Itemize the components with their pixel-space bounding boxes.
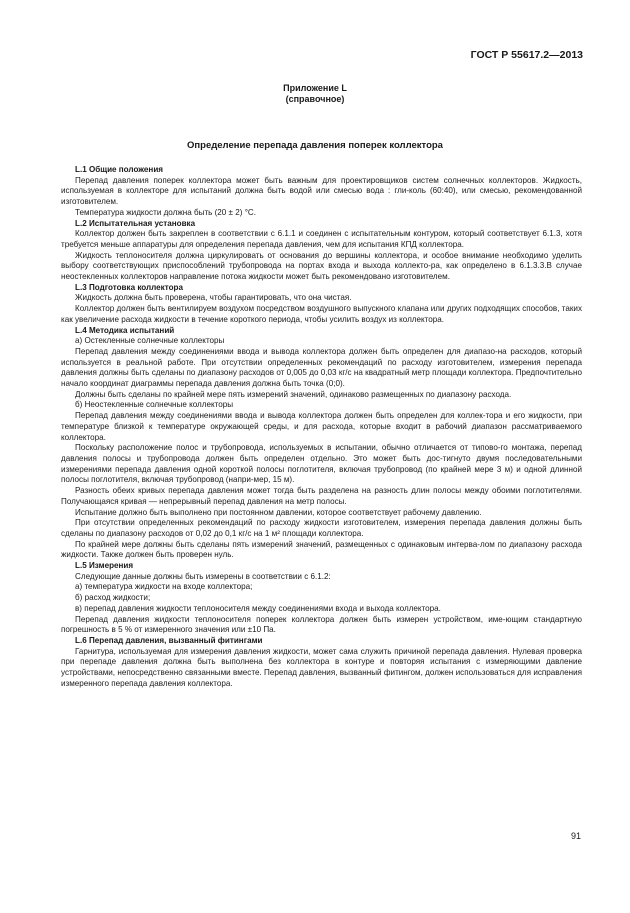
annex-heading — [0, 83, 630, 105]
list-item: б) расход жидкости; — [75, 593, 151, 603]
paragraph: Коллектор должен быть вентилируем воздухом посредством воздушного выпускного клапана или других подходящих способов, таких как увеличение расхода жидкости в течение короткого периода, чтобы усилить воздух из коллектора. — [61, 304, 582, 324]
paragraph: По крайней мере должны быть сделаны пять измерений значений, размещенных с одинаковым интерва-лом по диапазону расхода жидкости. Также должен быть проверен нуль. — [61, 539, 582, 560]
paragraph: Гарнитура, используемая для измерения давления жидкости, может сама служить причиной перепада давления. Нулевая проверка при перепаде давления должна быть выполнена без коллектора в контуре и повторяя испытания с измеряющими давление устройствами, непосредственно связанными вместе. Перепад давления, вызванный фитингом, должен использоваться для исправления измеренного перепада давления коллектора. — [61, 646, 582, 688]
list-item: в) перепад давления жидкости теплоносителя между соединениями входа и выхода коллектора. — [75, 603, 441, 613]
paragraph: Коллектор должен быть закреплен в соответствии с 6.1.1 и соединен с испытательным контуром, который соответствует 6.1.3, хотя требуется меньше аппаратуры для определения перепада давления, чем для испытания КПД коллектора. — [61, 229, 582, 249]
paragraph: Жидкость должна быть проверена, чтобы гарантировать, что она чистая. — [75, 293, 352, 303]
paragraph: Перепад давления между соединениями ввода и вывода коллектора должен быть определен для диапазо-на расходов, который используется в реальной работе. При отсутствии определенных рекомендаций по расходу изготовителем, измерения перепада давления должны быть сделаны по диапазону расходов от 0,005 до 0,03 кг/с на квадратный метр площади коллектора. Предпочтительно начало координат диаграммы перепада давления должна быть точка (0;0). — [61, 346, 582, 389]
section-heading: L.3 Подготовка коллектора — [75, 282, 183, 292]
body-text — [61, 165, 582, 689]
document-title: Определение перепада давления поперек коллектора — [187, 140, 443, 151]
page-number: 91 — [570, 831, 581, 841]
paragraph: Должны быть сделаны по крайней мере пять измерений значений, одинаково размещенных по диапазону расхода. — [75, 389, 512, 399]
list-item: а) Остекленные солнечные коллекторы — [75, 336, 225, 346]
list-item: б) Неостекленные солнечные коллекторы — [75, 400, 234, 410]
paragraph: Разность обеих кривых перепада давления может тогда быть разделена на разность длин полосы между обоими поглотителями. Получающаяся кривая — непрерывный перепад давления на метр полосы. — [61, 486, 582, 506]
section-heading: L.2 Испытательная установка — [75, 218, 196, 228]
paragraph: Перепад давления жидкости теплоносителя поперек коллектора должен быть измерен устройством, име-ющим стандартную погрешность в 5 % от измеренного значения или ±10 Па. — [61, 614, 582, 635]
annex-title: Приложение L — [283, 83, 347, 93]
section-heading: L.4 Методика испытаний — [75, 325, 175, 335]
standard-header: ГОСТ Р 55617.2—2013 — [470, 49, 583, 61]
paragraph: Следующие данные должны быть измерены в соответствии с 6.1.2: — [75, 571, 331, 581]
paragraph: Жидкость теплоносителя должна циркулировать от основания до вершины коллектора, и особое внимание необходимо уделить выбору соответствующих приспособлений трубопровода на портах входа и выхода коллекто-ра, как определено в 6.1.3.3.В случае неостекленных коллекторов направление потока жидкости может быть рекомендовано изготовителем. — [61, 250, 582, 282]
paragraph: Температура жидкости должна быть (20 ± 2) °С. — [75, 207, 257, 217]
paragraph: Поскольку расположение полос и трубопровода, используемых в испытании, обычно отличается от типово-го монтажа, перепад давления полосы и трубопровода должен быть определен отдельно. Это может быть дос-тигнуто двумя последовательными измерениями перепада давления одной короткой полосы поглотителя, включая трубопровод (по крайней мере 3 м) и одной длинной полосы поглотителя, включая трубопровод (напри-мер, 15 м). — [61, 443, 582, 485]
paragraph: Испытание должно быть выполнено при постоянном давлении, которое соответствует рабочему давлению. — [75, 507, 482, 517]
paragraph: При отсутствии определенных рекомендаций по расходу жидкости изготовителем, измерения перепада давления должны быть сделаны по диапазону расходов от 0,02 до 0,1 кг/с на 1 м² площади коллектора. — [61, 518, 582, 538]
section-heading: L.1 Общие положения — [75, 165, 164, 174]
section-heading: L.6 Перепад давления, вызванный фитингами — [75, 635, 263, 645]
annex-subtitle: (справочное) — [285, 94, 345, 104]
list-item: а) температура жидкости на входе коллектора; — [75, 582, 253, 592]
section-heading: L.5 Измерения — [75, 561, 134, 571]
paragraph: Перепад давления поперек коллектора может быть важным для проектировщиков систем солнечных коллекторов. Жидкость, используемая в коллекторе для испытаний должна быть водой или смесью вода : гли-коль (60:40), или смесью, рекомендованной изготовителем. — [61, 175, 582, 207]
paragraph: Перепад давления между соединениями ввода и вывода коллектора должен быть определен для коллек-тора и его жидкости, при температуре близкой к температуре окружающей среды, и для расхода, которые входит в рабочий диапазон рассматриваемого коллектора. — [61, 411, 582, 442]
